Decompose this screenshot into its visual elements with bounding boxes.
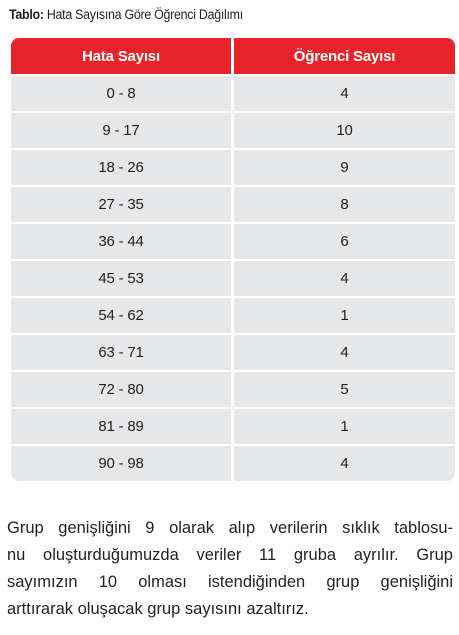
error-count-column <box>11 38 231 481</box>
explanation-paragraph <box>7 515 453 623</box>
table-cell: 9 - 17 <box>11 113 231 148</box>
table-cell: 8 <box>234 187 455 222</box>
table-cell: 4 <box>234 261 455 296</box>
table-cell: 4 <box>234 446 455 481</box>
table-cell: 36 - 44 <box>11 224 231 259</box>
table-cell: 18 - 26 <box>11 150 231 185</box>
paragraph-line: arttırarak oluşacak grup sayısını azaltırız. <box>7 600 309 618</box>
table-cell: 9 <box>234 150 455 185</box>
table-cell: 54 - 62 <box>11 298 231 333</box>
table-cell: 63 - 71 <box>11 335 231 370</box>
caption-text: Hata Sayısına Göre Öğrenci Dağılımı <box>43 7 243 22</box>
table-cell: 72 - 80 <box>11 372 231 407</box>
caption-lead: Tablo: <box>9 7 44 22</box>
student-count-column <box>234 38 455 481</box>
table-cell: 4 <box>234 335 455 370</box>
table-caption <box>9 7 243 22</box>
paragraph-line: Grup genişliğini 9 olarak alıp verilerin sıklık tablosu- <box>7 519 453 537</box>
table-cell: 27 - 35 <box>11 187 231 222</box>
table-cell: 1 <box>234 298 455 333</box>
paragraph-line: nu oluşturduğumuzda veriler 11 gruba ayrılır. Grup <box>7 546 453 564</box>
table-cell: 6 <box>234 224 455 259</box>
table-cell: 45 - 53 <box>11 261 231 296</box>
header-student-count: Öğrenci Sayısı <box>234 38 455 74</box>
table-cell: 4 <box>234 76 455 111</box>
table-cell: 1 <box>234 409 455 444</box>
paragraph-line: sayımızın 10 olması istendiğinden grup genişliğini <box>7 573 453 591</box>
table-cell: 10 <box>234 113 455 148</box>
table-cell: 90 - 98 <box>11 446 231 481</box>
table-cell: 81 - 89 <box>11 409 231 444</box>
header-error-count: Hata Sayısı <box>11 38 231 74</box>
table-cell: 5 <box>234 372 455 407</box>
table-cell: 0 - 8 <box>11 76 231 111</box>
